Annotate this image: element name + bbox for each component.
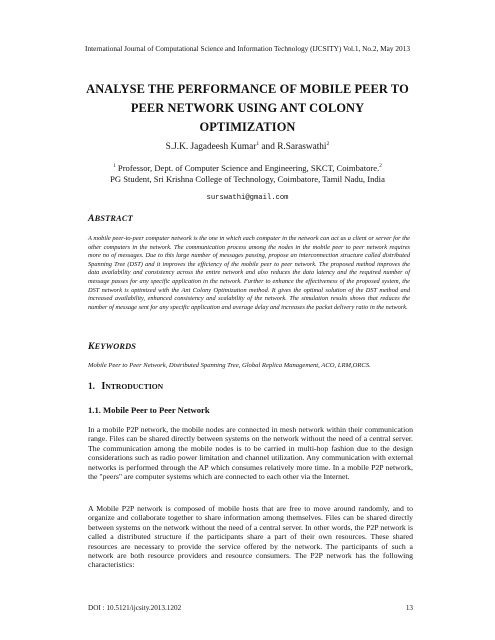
abstract-heading-initial: A <box>88 213 95 224</box>
keywords-heading <box>88 341 136 352</box>
section-1-heading <box>88 381 163 392</box>
body-paragraph-1: In a mobile P2P network, the mobile nodes are connected in mesh network within their communication range. Files can be shared directly between systems on the network without the need of a central server. The communication among the mobile nodes is to be carried in multi-hop fashion due to the design considerations such as radio power limitation and channel utilization. Any communication with external networks is performed through the AP which consumes relatively more time. In a mobile P2P network, the "peers" are computer systems which are connected to each other via the Internet. <box>88 425 413 482</box>
author-2-marker: 2 <box>326 140 330 147</box>
section-1-title-rest: NTRODUCTION <box>105 382 164 391</box>
author-2-name: R.Saraswathi <box>277 142 327 152</box>
affiliation-1 <box>60 163 435 174</box>
keywords-heading-initial: K <box>88 341 95 352</box>
footer-doi: DOI : 10.5121/ijcsity.2013.1202 <box>88 604 182 612</box>
abstract-heading <box>88 213 133 224</box>
title-line-3: OPTIMIZATION <box>199 120 296 134</box>
title-line-1: ANALYSE THE PERFORMANCE OF MOBILE PEER TO <box>86 82 409 96</box>
author-1-marker: 1 <box>256 140 260 147</box>
affiliation-2-marker: 2 <box>379 163 382 170</box>
email-address[interactable]: surswathi@gmail.com <box>206 194 289 202</box>
author-conjunction: and <box>259 142 278 152</box>
subsection-1-1-heading: 1.1. Mobile Peer to Peer Network <box>88 405 210 415</box>
author-line <box>60 142 435 152</box>
keywords-heading-rest: EYWORDS <box>94 342 137 351</box>
abstract-text: A mobile peer-to-peer computer network is the one in which each computer in the network can act as a client or server for the other computers in the network. The communication process among the nodes in the mobile peer to peer network requires more no of messages. Due to this large number of messages passing, propose an interconnection structure called distributed Spanning Tree (DST) and it improves the efficiency of the mobile peer to peer network. The proposed method improves the data availability and consistency across the entire network and also reduces the data latency and the required number of message passes for any specific application in the network. Further to enhance the effectiveness of the proposed system, the DST network is optimized with the Ant Colony Optimization method. It gives the optimal solution of the DST method and increased availability, enhanced consistency and scalability of the network. The simulation results shows that reduces the number of message sent for any specific application and average delay and increases the packet delivery ratio in the network. <box>88 235 410 311</box>
abstract-heading-rest: BSTRACT <box>94 214 133 223</box>
affiliation-2: PG Student, Sri Krishna College of Technology, Coimbatore, Tamil Nadu, India <box>110 174 385 184</box>
section-1-number: 1. <box>88 382 95 392</box>
author-1-name: S.J.K. Jagadeesh Kumar <box>165 142 257 152</box>
running-head: International Journal of Computational Science and Information Technology (IJCSITY) Vol.1, No.2, May 2013 <box>85 44 410 53</box>
page-number: 13 <box>405 604 413 612</box>
paper-title <box>60 80 435 137</box>
body-paragraph-2: A Mobile P2P network is composed of mobile hosts that are free to move around randomly, and to organize and collaborate together to share information among themselves. Files can be shared directly between systems on the network without the need of a central server. In other words, the P2P network is called a distributed structure if the participants share a part of their own resources. These shared resources are necessary to provide the service offered by the network. The participants of such a network are both resource providers and resource consumers. The P2P network has the following characteristics: <box>88 504 413 570</box>
title-line-2: PEER NETWORK USING ANT COLONY <box>130 101 365 115</box>
affiliation-1-text: Professor, Dept. of Computer Science and Engineering, SKCT, Coimbatore. <box>115 163 380 173</box>
section-1-title-initial: I <box>101 381 106 392</box>
affiliation-1-marker: 1 <box>113 163 116 170</box>
keywords-text: Mobile Peer to Peer Network, Distributed Spanning Tree, Global Replica Management, ACO, LRM,ORCS. <box>88 362 371 369</box>
